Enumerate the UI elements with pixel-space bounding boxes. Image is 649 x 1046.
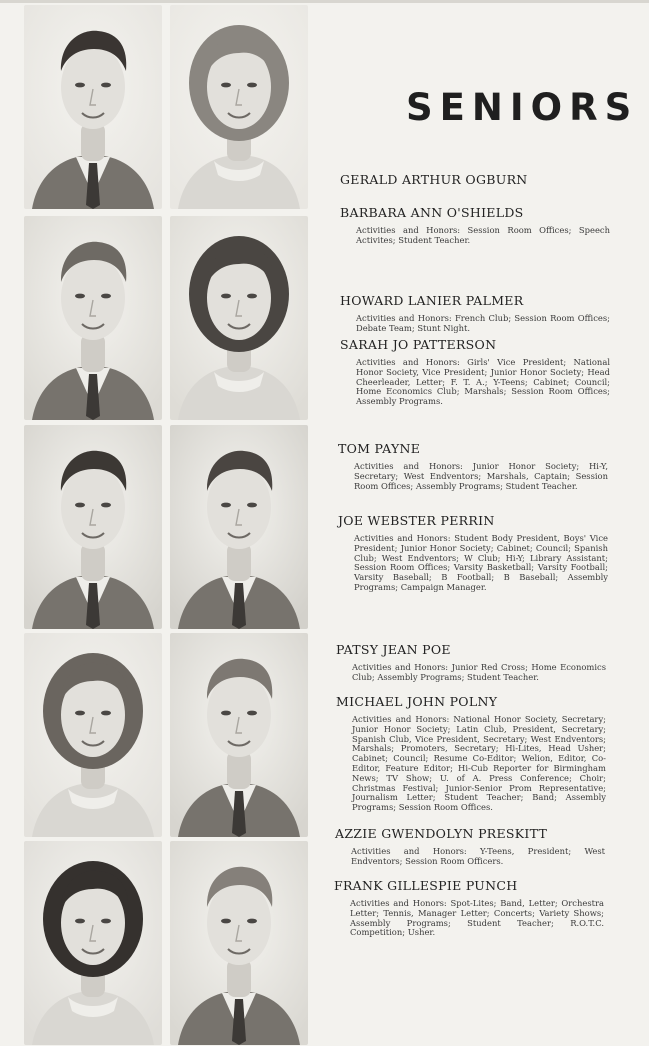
senior-entry [338,513,608,593]
senior-activities: Activities and Honors: Session Room Offices; Speech Activites; Student Teacher. [356,225,610,245]
senior-name: PATSY JEAN POE [336,642,451,657]
portrait-illustration [24,5,162,209]
portrait-illustration [170,633,308,837]
senior-activities: Activities and Honors: Spot-Lites; Band, Letter; Orchestra Letter; Tennis, Manager Letter; Concerts; Variety Shows; Assembly Programs; Student Teacher; R.O.T.C. Competition; Usher. [350,898,604,938]
portrait-illustration [170,425,308,629]
left-eye [221,919,231,924]
left-eye [75,294,85,299]
portrait-photo [24,425,162,629]
right-eye [101,503,111,508]
portrait-photo [170,633,308,837]
left-eye [75,919,85,924]
senior-activities: Activities and Honors: Y-Teens, President; West Endventors; Session Room Officers. [351,846,605,866]
portrait-illustration [24,841,162,1045]
portrait-photo [24,841,162,1045]
senior-entry [336,694,606,813]
senior-activities: Activities and Honors: Student Body President, Boys' Vice President; Junior Honor Society; Cabinet; Council; Spanish Club; West Endventors; W Club; Hi-Y; Library Assistant; Session Room Offices; Varsity Basketball; Varsity Football; Varsity Baseball; B Football; B Baseball; Assembly Programs; Campaign Manager. [354,533,608,592]
senior-name: TOM PAYNE [338,441,421,456]
portrait-photo [24,5,162,209]
right-eye [101,294,111,299]
senior-activities: Activities and Honors: Junior Honor Society; Hi-Y, Secretary; West Endventors; Marshals, Captain; Session Room Offices; Assembly Programs; Student Teacher. [354,461,608,491]
senior-entry [336,642,606,683]
portrait-photo [24,216,162,420]
face [207,465,271,549]
portrait-illustration [170,216,308,420]
portrait-photo [170,216,308,420]
left-eye [75,711,85,716]
left-eye [75,83,85,88]
portrait-illustration [24,633,162,837]
senior-name: HOWARD LANIER PALMER [340,293,524,308]
face [207,673,271,757]
left-eye [221,711,231,716]
face [61,45,125,129]
senior-entry [340,337,610,407]
face [61,465,125,549]
senior-entry [340,293,610,334]
left-eye [221,294,231,299]
portrait-illustration [170,841,308,1045]
portrait-photo [170,425,308,629]
senior-name: AZZIE GWENDOLYN PRESKITT [335,826,548,841]
portrait-illustration [24,216,162,420]
senior-activities: Activities and Honors: Junior Red Cross; Home Economics Club; Assembly Programs; Student Teacher. [352,662,606,682]
right-eye [247,294,257,299]
senior-activities: Activities and Honors: National Honor Society, Secretary; Junior Honor Society; Latin Club, President, Secretary; Spanish Club, Vice President, Secretary; West Endventors; Marshals; Promoters, Secretary; Hi-Lites, Head Usher; Cabinet; Council; Resume Co-Editor; Welion, Editor, Co-Editor, Feature Editor; Hi-Cub Reporter for Birmingham News; TV Show; U. of A. Press Conference; Choir; Christmas Festival; Junior-Senior Prom Representative; Journalism Letter; Student Teacher; Band; Assembly Programs; Session Room Offices. [352,714,606,813]
left-eye [221,503,231,508]
senior-entry [335,826,605,867]
senior-name: BARBARA ANN O'SHIELDS [340,205,524,220]
senior-entry [340,172,610,188]
senior-entry [338,441,608,491]
senior-name: MICHAEL JOHN POLNY [336,694,498,709]
right-eye [101,711,111,716]
senior-entry [334,878,604,938]
face [207,881,271,965]
right-eye [101,83,111,88]
portrait-illustration [170,5,308,209]
senior-activities: Activities and Honors: French Club; Session Room Offices; Debate Team; Stunt Night. [356,313,610,333]
right-eye [247,711,257,716]
right-eye [247,83,257,88]
page-title: SENIORS [406,86,639,129]
portrait-illustration [24,425,162,629]
left-eye [221,83,231,88]
senior-name: SARAH JO PATTERSON [340,337,497,352]
top-rule [0,0,649,3]
senior-name: GERALD ARTHUR OGBURN [340,172,528,187]
right-eye [101,919,111,924]
portrait-photo [170,5,308,209]
left-eye [75,503,85,508]
senior-name: JOE WEBSTER PERRIN [338,513,495,528]
right-eye [247,503,257,508]
senior-activities: Activities and Honors: Girls' Vice President; National Honor Society, Vice President; Junior Honor Society; Head Cheerleader, Letter; F. T. A.; Y-Teens; Cabinet; Council; Home Economics Club; Marshals; Session Room Offices; Assembly Programs. [356,357,610,407]
senior-name: FRANK GILLESPIE PUNCH [334,878,518,893]
right-eye [247,919,257,924]
face [61,256,125,340]
portrait-photo [170,841,308,1045]
portrait-photo [24,633,162,837]
senior-entry [340,205,610,246]
